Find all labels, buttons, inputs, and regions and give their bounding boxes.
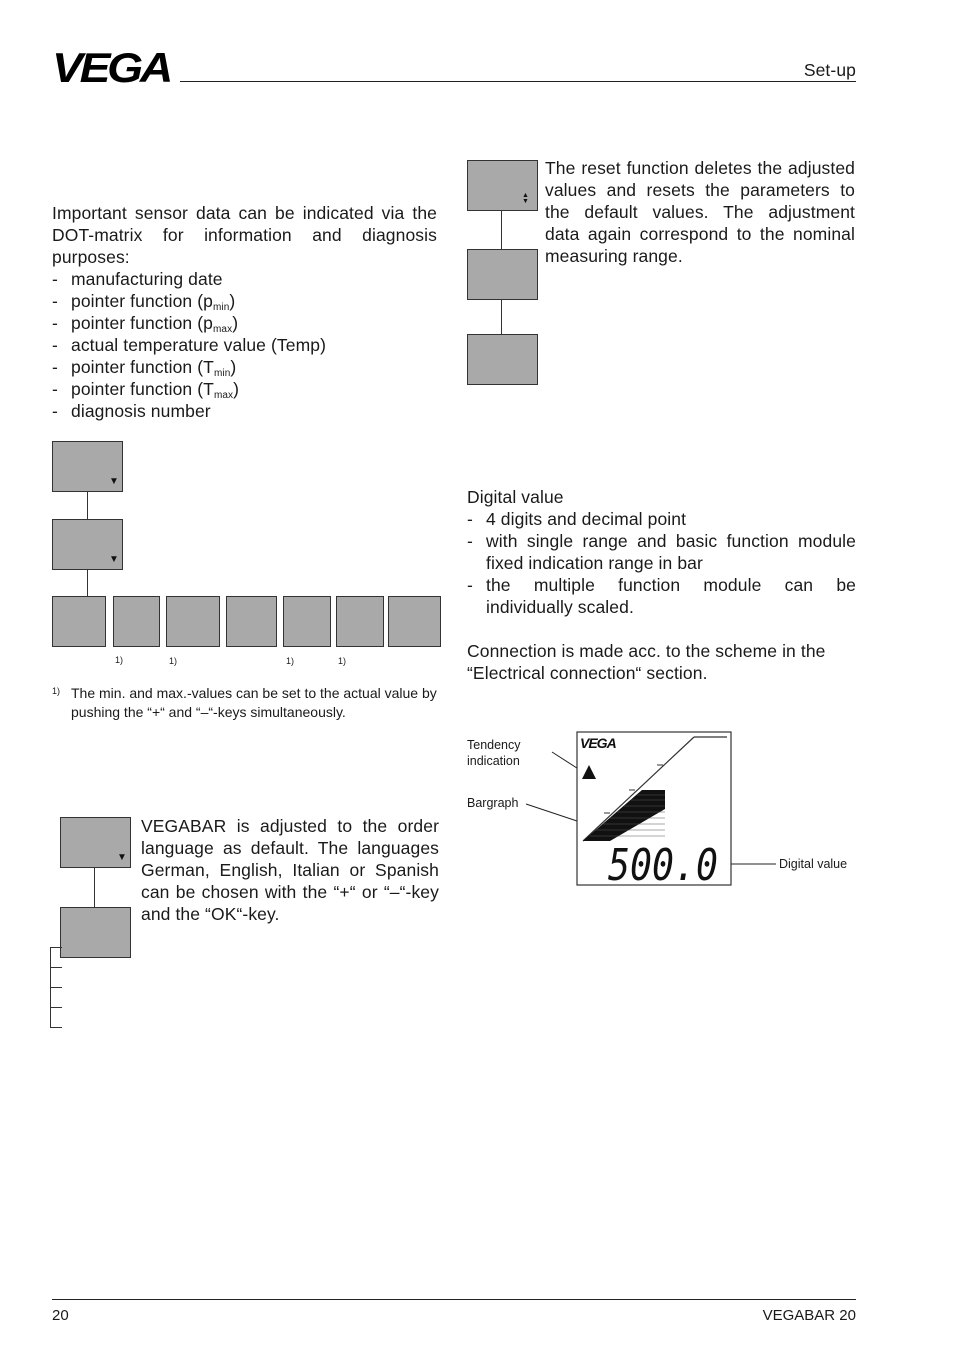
- connector-line: [87, 492, 88, 519]
- footnote-text: The min. and max.-values can be set to the actual value by pushing the “+“ and “–“-keys simultaneously.: [71, 685, 437, 720]
- footnote-mark: 1): [286, 656, 295, 666]
- list-subscript: min: [213, 302, 230, 313]
- bargraph-label: Bargraph: [467, 796, 519, 810]
- connector-line: [94, 868, 95, 907]
- list-dash: -: [467, 575, 473, 595]
- list-subscript: max: [213, 390, 234, 401]
- display-list-item: [467, 508, 856, 530]
- connection-text: Connection is made acc. to the scheme in the “Electrical connection“ section.: [467, 641, 826, 683]
- lcd-digital-value: 500.0: [608, 840, 718, 891]
- footnote-mark: 1): [115, 655, 124, 665]
- display-section: [467, 486, 856, 684]
- display-list: [467, 508, 856, 618]
- display-list-item: [467, 574, 856, 618]
- menu-box-reset-done: [467, 334, 538, 385]
- list-dash: -: [52, 379, 58, 399]
- list-dash: -: [467, 509, 473, 529]
- list-suffix: ): [229, 291, 236, 311]
- list-subscript: max: [213, 324, 233, 335]
- header-rule: [180, 81, 856, 82]
- svg-text:VEGA: VEGA: [52, 48, 171, 86]
- list-dash: -: [52, 335, 58, 355]
- menu-box-temp: [226, 596, 277, 647]
- list-suffix: ): [232, 313, 239, 333]
- list-dash: -: [52, 401, 58, 421]
- list-text: 4 digits and decimal point: [486, 509, 687, 529]
- digital-value-label: Digital value: [779, 857, 848, 871]
- language-text: VEGABAR is adjusted to the order language as default. The languages German, English, Italian or Spanish can be chosen with the “+“ or “–“-key and the “OK“-key.: [141, 816, 439, 924]
- menu-box-pmin: [113, 596, 160, 647]
- menu-box-tmin: [283, 596, 331, 647]
- section-title: Set-up: [803, 60, 856, 80]
- tendency-label: Tendency indication: [467, 738, 521, 768]
- list-suffix: ): [233, 379, 240, 399]
- reset-text: The reset function deletes the adjusted values and resets the parameters to the default values. The adjustment data again correspond to the nominal measuring range.: [545, 158, 855, 266]
- menu-box-tmax: [336, 596, 384, 647]
- option-tick: [50, 987, 62, 988]
- list-suffix: ): [230, 357, 237, 377]
- option-tick: [50, 1007, 62, 1008]
- diagnosis-list-item: [52, 312, 437, 334]
- vega-logo: [52, 48, 172, 86]
- page-number: 20: [52, 1307, 69, 1324]
- footnote-mark: 1): [169, 656, 178, 666]
- diagnosis-section: [52, 202, 437, 422]
- list-text: diagnosis number: [71, 401, 211, 421]
- lcd-display-illustration: [520, 725, 780, 895]
- connector-line: [87, 570, 88, 596]
- diagnosis-list-item: [52, 268, 437, 290]
- down-arrow-icon: ▼: [109, 476, 119, 487]
- menu-box-language-select: [60, 907, 131, 958]
- list-text: pointer function (T: [71, 379, 214, 399]
- double-arrow-icon: ▲ ▼: [522, 192, 529, 205]
- diagnosis-list-item: [52, 400, 437, 422]
- option-tick: [50, 947, 62, 948]
- footnote-mark: 1): [52, 686, 61, 696]
- display-list-item: [467, 530, 856, 574]
- down-arrow-icon: ▼: [109, 554, 119, 565]
- display-heading: Digital value: [467, 487, 564, 507]
- diagnosis-list-item: [52, 378, 437, 400]
- connector-line: [501, 300, 502, 334]
- list-text: pointer function (p: [71, 313, 213, 333]
- list-text: actual temperature value (Temp): [71, 335, 327, 355]
- list-dash: -: [52, 357, 58, 377]
- vega-logo-icon: [52, 48, 172, 86]
- diagnosis-list-item: [52, 290, 437, 312]
- menu-box-pmax: [166, 596, 220, 647]
- list-dash: -: [467, 531, 473, 551]
- footnote-mark: 1): [338, 656, 347, 666]
- option-tick: [50, 967, 62, 968]
- footer-rule: [52, 1299, 856, 1300]
- list-text: manufacturing date: [71, 269, 223, 289]
- product-name: VEGABAR 20: [762, 1307, 856, 1324]
- down-arrow-icon: ▼: [117, 852, 127, 863]
- list-subscript: min: [213, 368, 231, 379]
- diagnosis-list-item: [52, 334, 437, 356]
- list-text: pointer function (p: [71, 291, 213, 311]
- list-text: with single range and basic function module fixed indication range in bar: [486, 531, 856, 573]
- list-dash: -: [52, 269, 58, 289]
- menu-box-manufacturing-date: [52, 596, 106, 647]
- list-text: pointer function (T: [71, 357, 214, 377]
- list-text: the multiple function module can be individually scaled.: [486, 575, 856, 617]
- lcd-logo: VEGA: [580, 735, 616, 751]
- menu-box-diagnosis-number: [388, 596, 441, 647]
- diagnosis-list: [52, 268, 437, 422]
- diagnosis-intro: Important sensor data can be indicated via the DOT-matrix for information and diagnosis purposes:: [52, 203, 437, 267]
- menu-box-reset-confirm: [467, 249, 538, 300]
- list-dash: -: [52, 313, 58, 333]
- diagnosis-list-item: [52, 356, 437, 378]
- list-dash: -: [52, 291, 58, 311]
- option-tick: [50, 1027, 62, 1028]
- connector-line: [501, 211, 502, 249]
